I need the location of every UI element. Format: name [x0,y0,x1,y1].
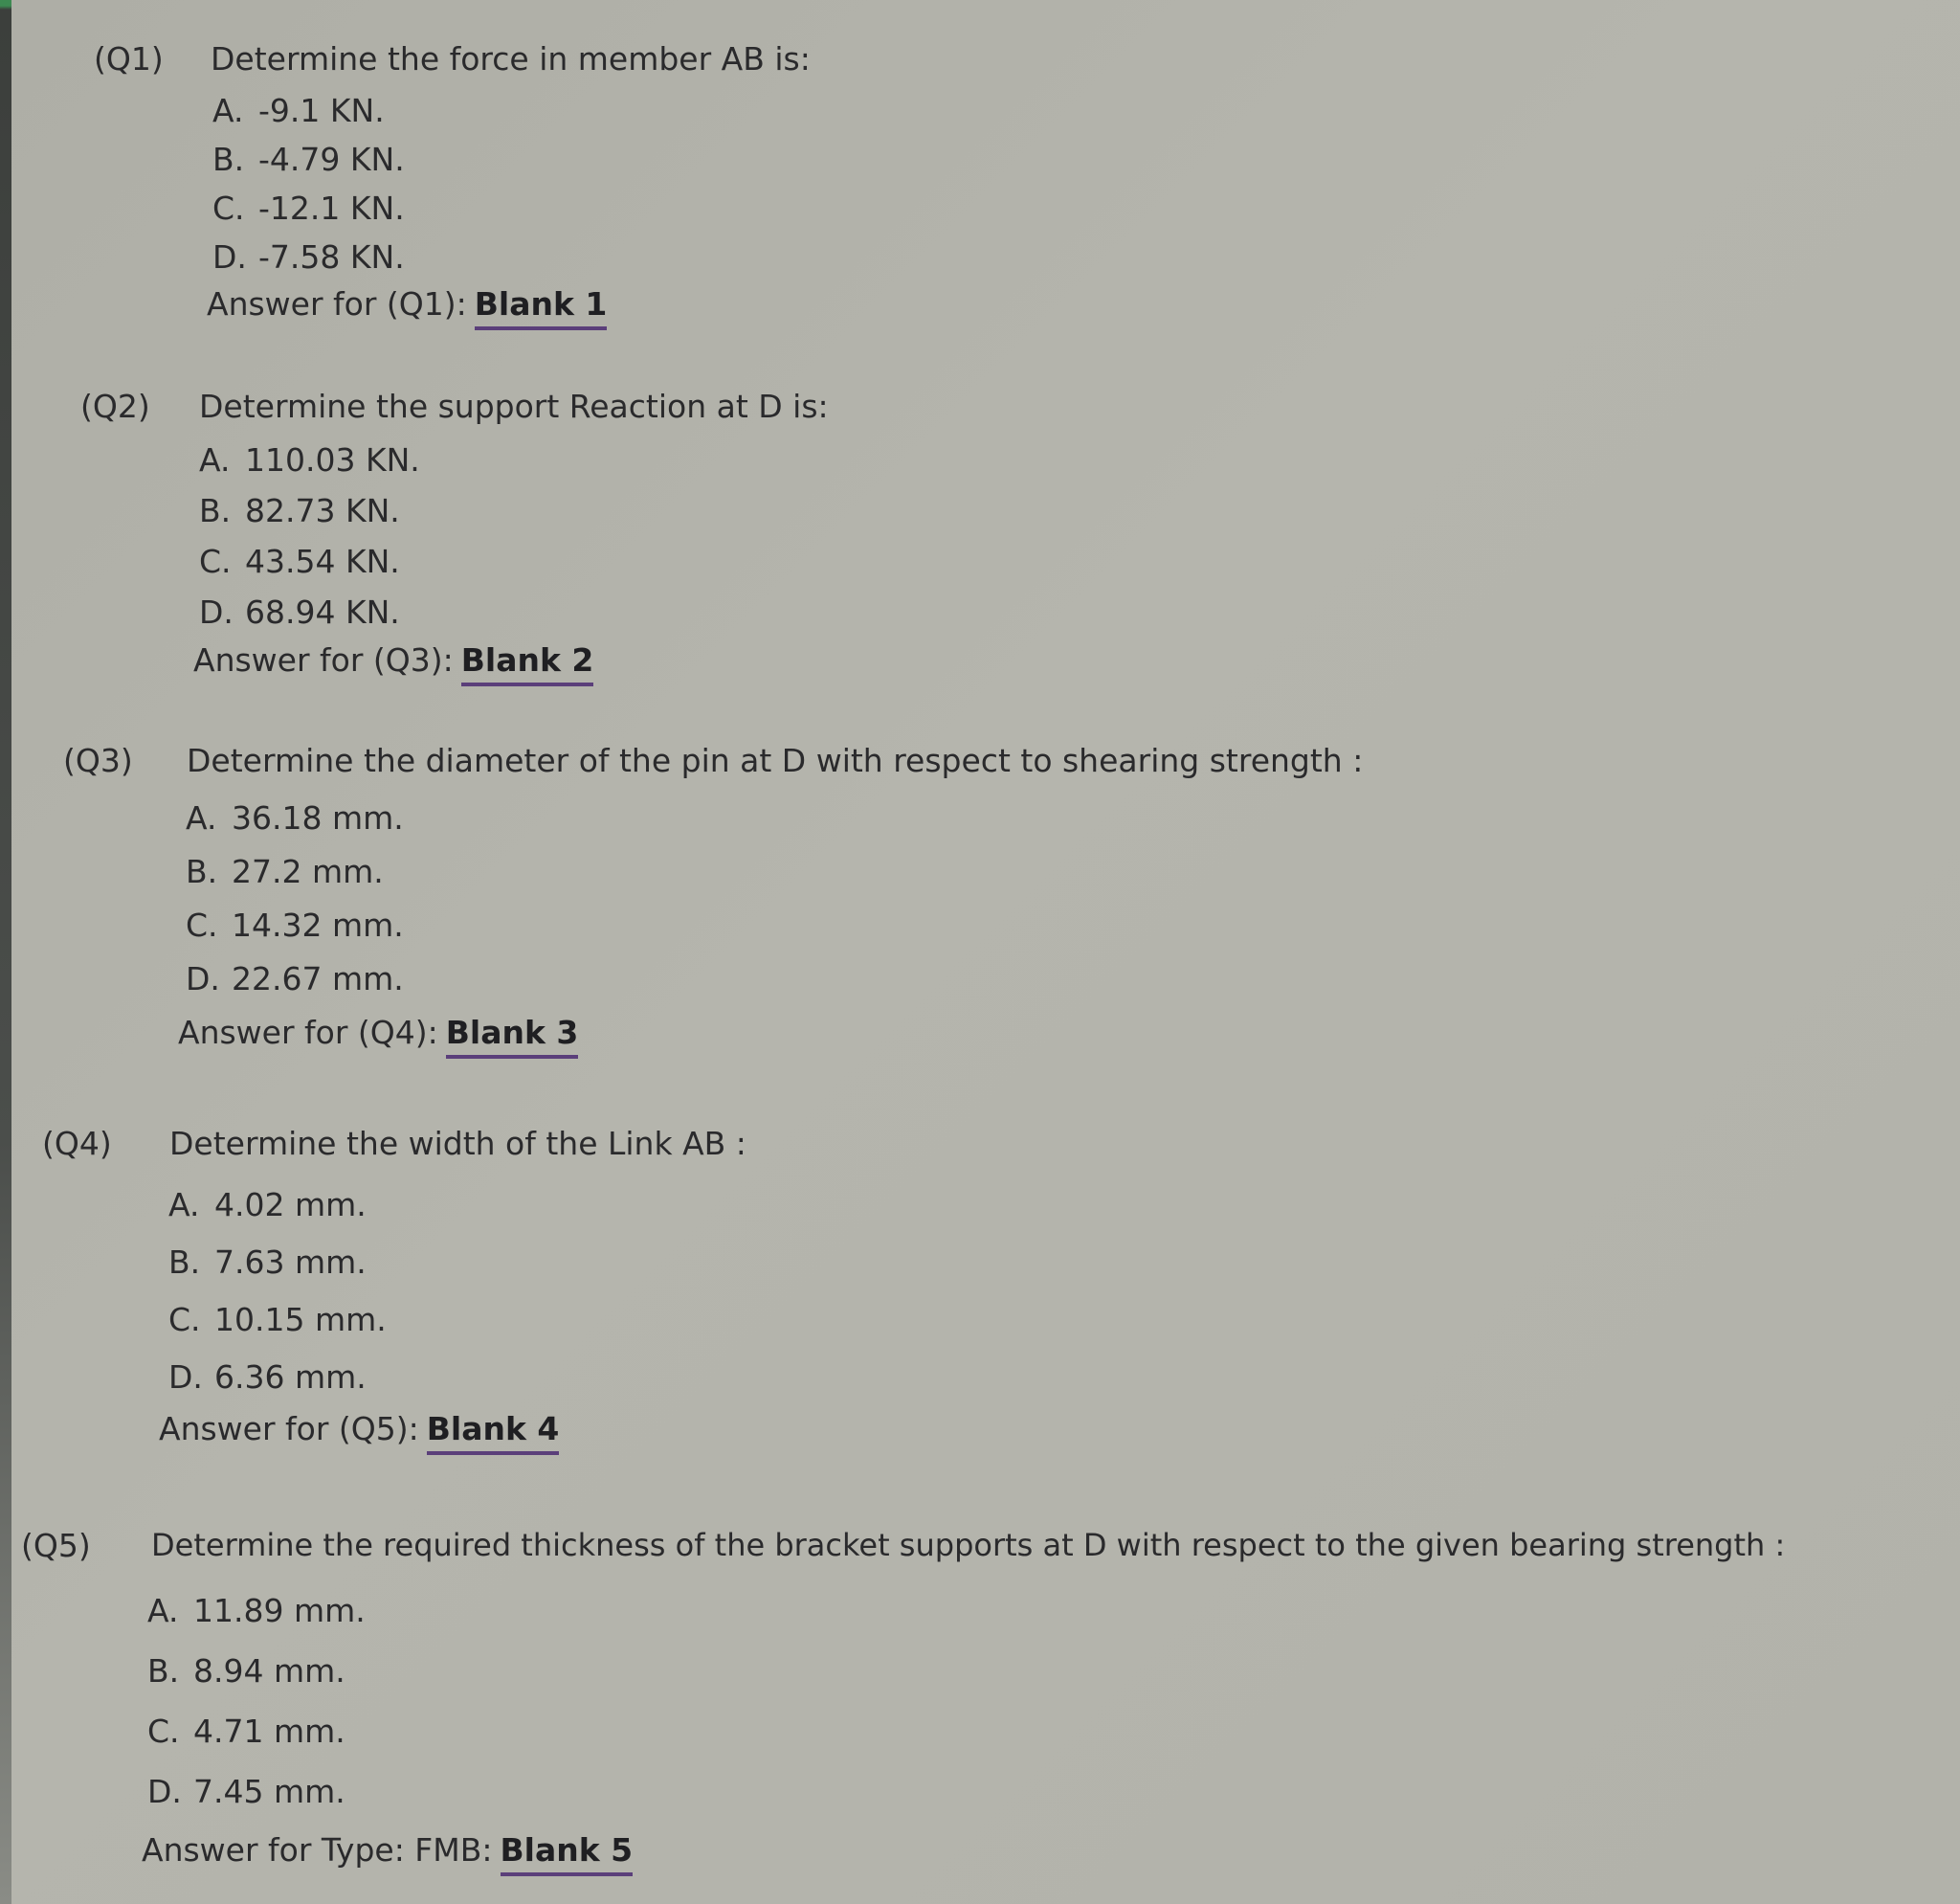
options-list [168,1176,387,1406]
question-text: Determine the support Reaction at D is: [199,388,829,425]
blank-3-field[interactable]: Blank 3 [446,1014,579,1059]
option-letter: B. [168,1243,201,1281]
options-list [186,792,404,1006]
answer-label: Answer for (Q4): [178,1014,438,1051]
answer-row [193,641,593,686]
option-c [186,899,404,952]
option-c [212,184,405,233]
option-value: 4.71 mm. [193,1713,345,1750]
option-letter: A. [186,799,217,837]
option-letter: D. [186,960,220,997]
question-text: Determine the width of the Link AB : [169,1125,746,1162]
blank-5-field[interactable]: Blank 5 [501,1831,634,1876]
option-b [147,1641,366,1701]
window-left-edge [0,0,11,1904]
option-letter: C. [186,907,218,944]
option-b [212,135,405,184]
answer-label: Answer for (Q1): [207,285,467,323]
question-number: (Q5) [21,1527,91,1564]
option-value: -4.79 KN. [258,141,405,178]
answer-row [142,1831,633,1876]
options-list [147,1580,366,1822]
option-a [212,86,405,135]
option-d [186,952,404,1006]
question-number: (Q1) [94,40,164,78]
option-value: 82.73 KN. [245,492,400,529]
option-b [199,485,420,536]
option-letter: C. [199,543,232,580]
option-value: 6.36 mm. [214,1358,367,1396]
option-value: 110.03 KN. [245,441,420,479]
blank-1-field[interactable]: Blank 1 [475,285,608,330]
option-value: 14.32 mm. [232,907,404,944]
question-number: (Q3) [63,742,133,779]
option-value: 10.15 mm. [214,1301,387,1338]
option-letter: C. [168,1301,201,1338]
question-number: (Q2) [80,388,150,425]
option-letter: B. [212,141,245,178]
option-letter: A. [212,92,244,129]
options-list [212,86,405,281]
option-value: 22.67 mm. [232,960,404,997]
option-a [168,1176,387,1234]
option-letter: C. [147,1713,180,1750]
question-text: Determine the force in member AB is: [211,40,811,78]
question-text: Determine the diameter of the pin at D with respect to shearing strength : [187,742,1364,779]
option-value: 4.02 mm. [214,1186,367,1223]
option-value: -12.1 KN. [258,190,405,227]
option-value: 36.18 mm. [232,799,404,837]
option-letter: A. [199,441,231,479]
option-letter: B. [199,492,232,529]
option-d [147,1761,366,1822]
option-a [199,435,420,485]
option-d [212,233,405,281]
answer-label: Answer for (Q3): [193,641,454,679]
option-a [186,792,404,845]
option-letter: C. [212,190,245,227]
option-value: 7.63 mm. [214,1243,367,1281]
answer-row [159,1410,559,1455]
option-d [168,1349,387,1406]
option-d [199,587,420,638]
option-value: 8.94 mm. [193,1652,345,1690]
option-letter: B. [186,853,218,890]
option-value: 27.2 mm. [232,853,384,890]
option-b [186,845,404,899]
option-c [199,536,420,587]
option-letter: D. [199,594,234,631]
question-number: (Q4) [42,1125,112,1162]
option-letter: A. [168,1186,200,1223]
option-a [147,1580,366,1641]
option-letter: D. [212,238,247,276]
option-letter: A. [147,1592,179,1629]
question-text: Determine the required thickness of the bracket supports at D with respect to the given bearing strength : [151,1527,1786,1563]
answer-label: Answer for Type: FMB: [142,1831,493,1869]
option-letter: D. [147,1773,182,1810]
option-value: 7.45 mm. [193,1773,345,1810]
answer-row [178,1014,578,1059]
option-c [147,1701,366,1761]
option-value: 11.89 mm. [193,1592,366,1629]
option-b [168,1234,387,1291]
option-value: 43.54 KN. [245,543,400,580]
option-value: -7.58 KN. [258,238,405,276]
answer-row [207,285,607,330]
blank-4-field[interactable]: Blank 4 [427,1410,560,1455]
answer-label: Answer for (Q5): [159,1410,419,1447]
options-list [199,435,420,638]
option-letter: D. [168,1358,203,1396]
option-c [168,1291,387,1349]
option-value: 68.94 KN. [245,594,400,631]
option-letter: B. [147,1652,180,1690]
option-value: -9.1 KN. [258,92,385,129]
blank-2-field[interactable]: Blank 2 [461,641,594,686]
